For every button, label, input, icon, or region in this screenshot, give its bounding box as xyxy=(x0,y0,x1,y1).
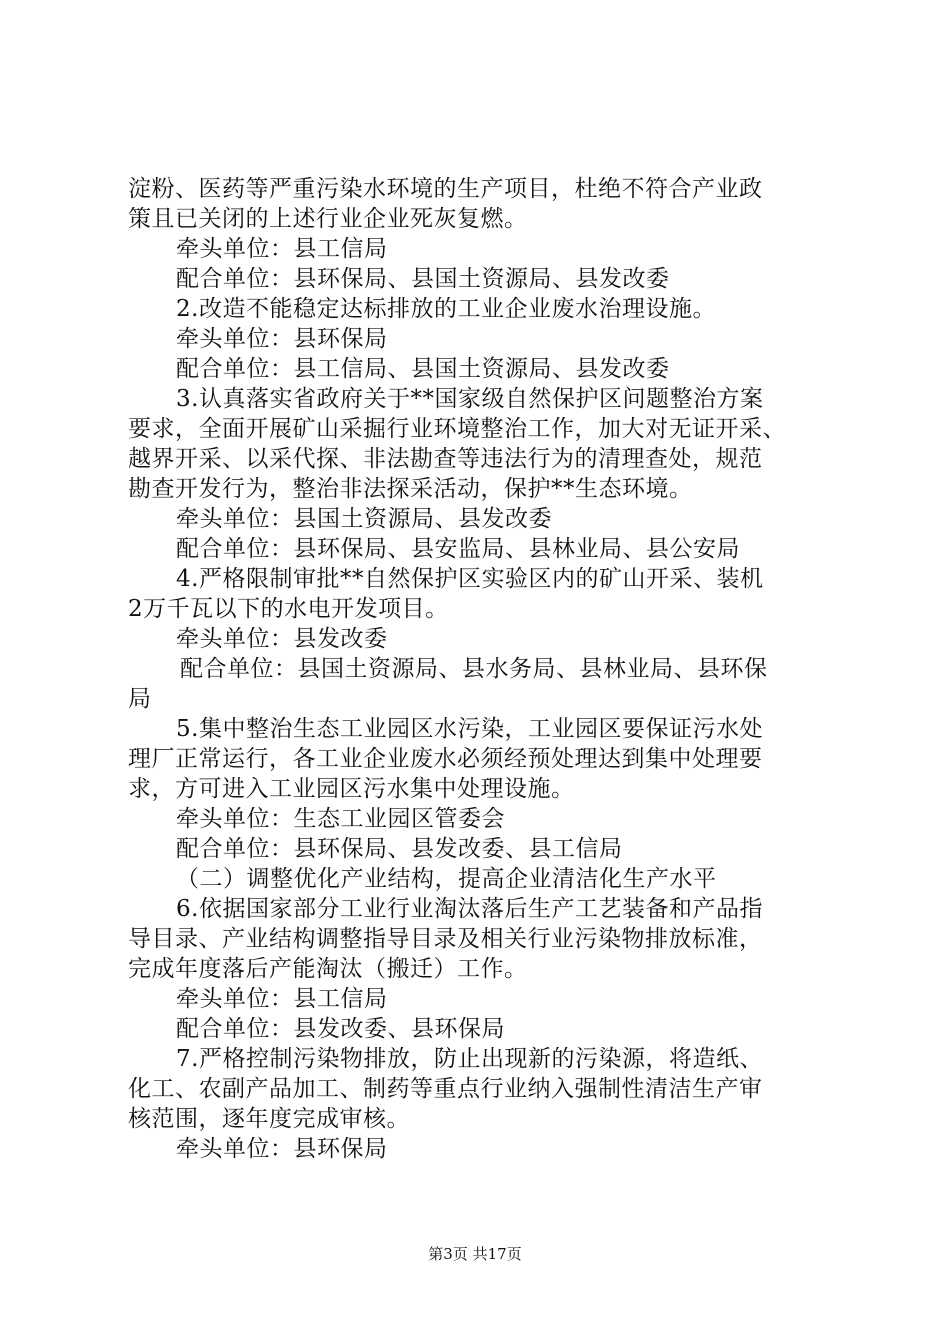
paragraph-line: 核范围，逐年度完成审核。 xyxy=(128,1106,410,1132)
paragraph-line: 要求，全面开展矿山采掘行业环境整治工作，加大对无证开采、 xyxy=(128,416,786,442)
lead-unit-line: 牵头单位：县工信局 xyxy=(176,986,388,1012)
paragraph-line: 化工、农副产品加工、制药等重点行业纳入强制性清洁生产审 xyxy=(128,1076,763,1102)
lead-unit-line: 牵头单位：县国土资源局、县发改委 xyxy=(176,506,552,532)
cooperating-unit-line: 配合单位：县环保局、县国土资源局、县发改委 xyxy=(176,266,670,292)
cooperating-unit-line: 配合单位：县工信局、县国土资源局、县发改委 xyxy=(176,356,670,382)
paragraph-line: 2万千瓦以下的水电开发项目。 xyxy=(128,596,449,622)
item-heading-line: 5.集中整治生态工业园区水污染，工业园区要保证污水处 xyxy=(176,716,763,742)
item-heading-line: 7.严格控制污染物排放，防止出现新的污染源，将造纸、 xyxy=(176,1046,763,1072)
item-heading-line: 3.认真落实省政府关于**国家级自然保护区问题整治方案 xyxy=(176,386,764,412)
paragraph-line: 勘查开发行为，整治非法探采活动，保护**生态环境。 xyxy=(128,476,693,502)
item-heading-line: 4.严格限制审批**自然保护区实验区内的矿山开采、装机 xyxy=(176,566,764,592)
lead-unit-line: 牵头单位：县环保局 xyxy=(176,326,388,352)
page-footer: 第3页 共17页 xyxy=(428,1245,522,1263)
paragraph-line: 完成年度落后产能淘汰（搬迁）工作。 xyxy=(128,956,528,982)
cooperating-unit-line: 配合单位：县环保局、县安监局、县林业局、县公安局 xyxy=(176,536,740,562)
paragraph-line: 策且已关闭的上述行业企业死灰复燃。 xyxy=(128,206,528,232)
paragraph-line: 淀粉、医药等严重污染水环境的生产项目，杜绝不符合产业政 xyxy=(128,176,763,202)
lead-unit-line: 牵头单位：县环保局 xyxy=(176,1136,388,1162)
item-heading-line: 2.改造不能稳定达标排放的工业企业废水治理设施。 xyxy=(176,296,716,322)
paragraph-line: 局 xyxy=(128,686,152,712)
document-body xyxy=(128,174,838,1164)
paragraph-line: 导目录、产业结构调整指导目录及相关行业污染物排放标准， xyxy=(128,926,763,952)
paragraph-line: 越界开采、以采代探、非法勘查等违法行为的清理查处，规范 xyxy=(128,446,763,472)
lead-unit-line: 牵头单位：县发改委 xyxy=(176,626,388,652)
lead-unit-line: 牵头单位：县工信局 xyxy=(176,236,388,262)
paragraph-line: 求，方可进入工业园区污水集中处理设施。 xyxy=(128,776,575,802)
section-heading-line: （二）调整优化产业结构，提高企业清洁化生产水平 xyxy=(176,866,717,892)
cooperating-unit-line: 配合单位：县发改委、县环保局 xyxy=(176,1016,505,1042)
lead-unit-line: 牵头单位：生态工业园区管委会 xyxy=(176,806,505,832)
paragraph-line: 理厂正常运行，各工业企业废水必须经预处理达到集中处理要 xyxy=(128,746,763,772)
item-heading-line: 6.依据国家部分工业行业淘汰落后生产工艺装备和产品指 xyxy=(176,896,763,922)
cooperating-unit-line: 配合单位：县环保局、县发改委、县工信局 xyxy=(176,836,623,862)
cooperating-unit-line: 配合单位：县国土资源局、县水务局、县林业局、县环保 xyxy=(180,656,768,682)
